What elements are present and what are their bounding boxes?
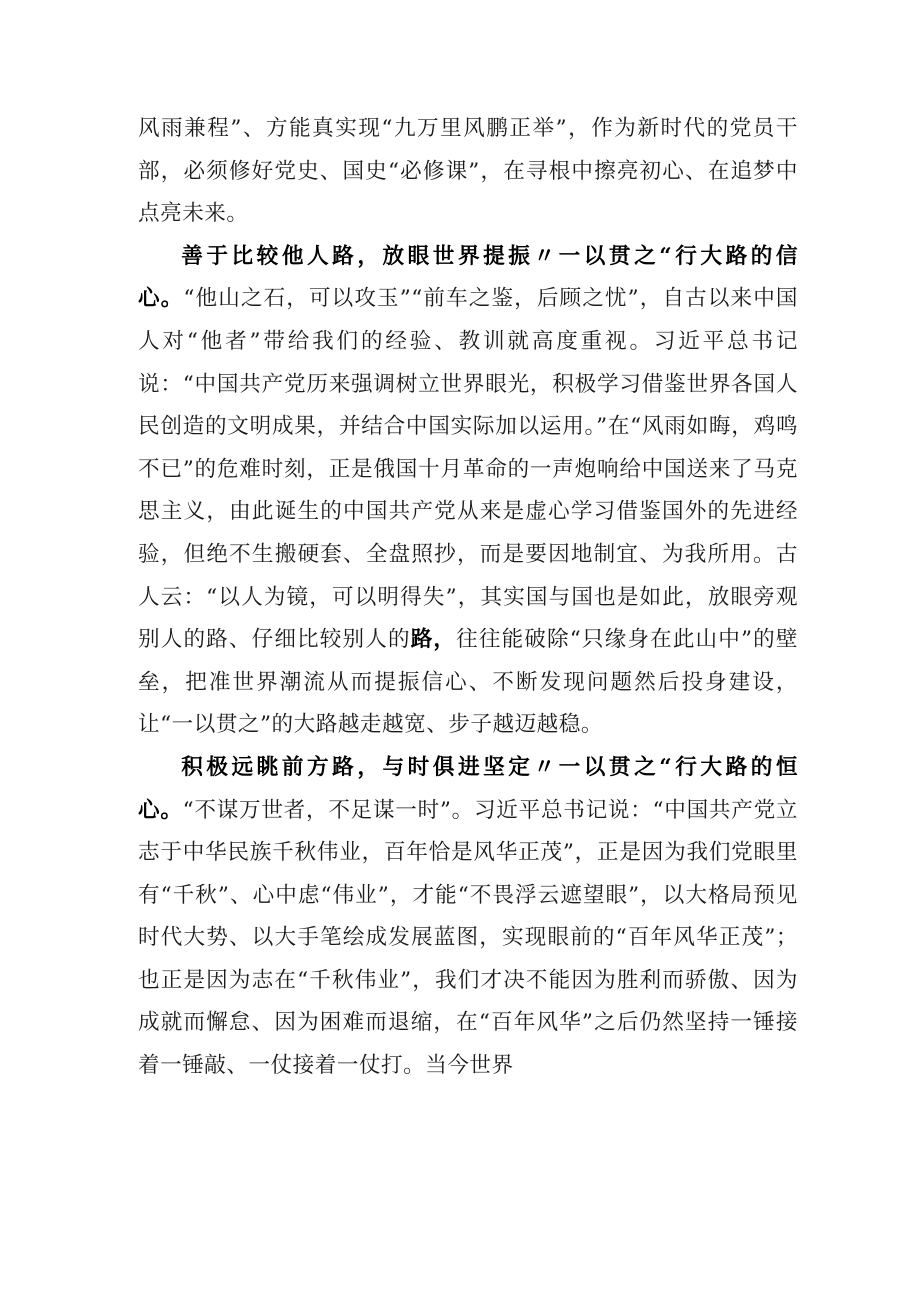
document-body (138, 108, 798, 1088)
paragraph-look-ahead (138, 747, 798, 1088)
paragraph-compare-paths (138, 236, 798, 747)
paragraph-text: 往往能破除“只缘身在此山中”的壁垒，把准世界潮流从而提振信心、不断发现问题然后投身建设，让“一以贯之”的大路越走越宽、步子越迈越稳。 (138, 627, 798, 738)
bold-word: 路， (410, 627, 457, 653)
paragraph-continuation (138, 108, 798, 236)
paragraph-heading: 积极远眺前方路，与时俱进坚定〃一以贯之“行大路的恒心。 (138, 754, 798, 823)
paragraph-text: “不谋万世者，不足谋一时”。习近平总书记说：“中国共产党立志于中华民族千秋伟业，百年恰是风华正茂”，正是因为我们党眼里有“千秋”、心中虑“伟业”，才能“不畏浮云遮望眼”，以大格局预见时代大势、以大手笔绘成发展蓝图，实现眼前的“百年风华正茂”；也正是因为志在“千秋伟业”，我们才决不能因为胜利而骄傲、因为成就而懈怠、因为困难而退缩，在“百年风华”之后仍然坚持一锤接着一锤敲、一仗接着一仗打。当今世界 (138, 797, 798, 1079)
paragraph-heading: 善于比较他人路，放眼世界提振〃一以贯之“行大路的信心。 (138, 243, 798, 312)
paragraph-text: 风雨兼程”、方能真实现“九万里风鹏正举”，作为新时代的党员干部，必须修好党史、国史“必修课”，在寻根中擦亮初心、在追梦中点亮未来。 (138, 116, 798, 227)
paragraph-text: “他山之石，可以攻玉”“前车之鉴，后顾之忧”，自古以来中国人对“他者”带给我们的经验、教训就高度重视。习近平总书记说：“中国共产党历来强调树立世界眼光，积极学习借鉴世界各国人民创造的文明成果，并结合中国实际加以运用。”在“风雨如晦，鸡鸣不已”的危难时刻，正是俄国十月革命的一声炮响给中国送来了马克思主义，由此诞生的中国共产党从来是虚心学习借鉴国外的先进经验，但绝不生搬硬套、全盘照抄，而是要因地制宜、为我所用。古人云：“以人为镜，可以明得失”，其实国与国也是如此，放眼旁观别人的路、仔细比较别人的 (138, 286, 798, 653)
